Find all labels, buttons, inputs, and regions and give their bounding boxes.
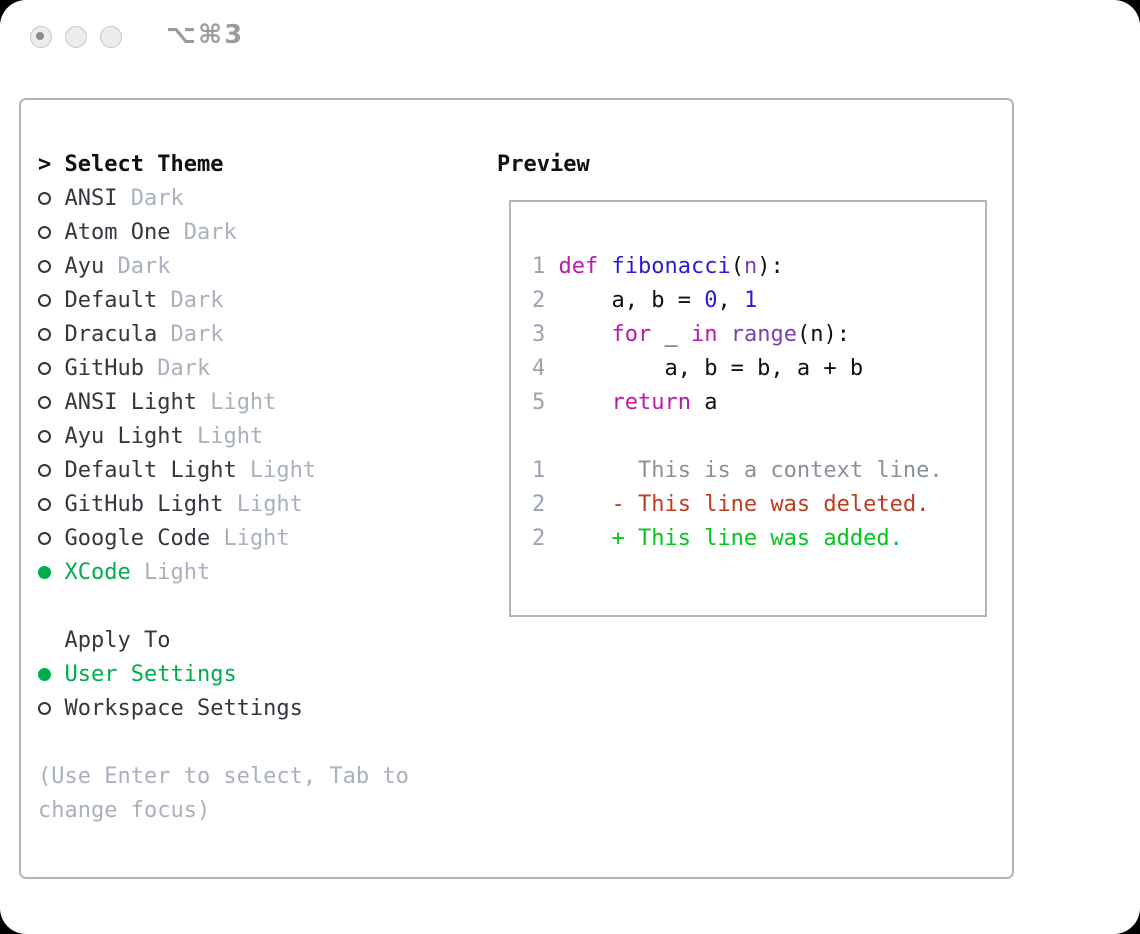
radio-icon	[38, 522, 65, 556]
radio-icon	[38, 556, 65, 590]
titlebar	[30, 26, 122, 48]
apply-option[interactable]: Workspace Settings	[38, 692, 409, 726]
theme-option[interactable]: Default Light Light	[38, 454, 409, 488]
theme-option[interactable]: Atom One Dark	[38, 216, 409, 250]
help-text: change focus)	[38, 798, 211, 823]
window-button-zoom[interactable]	[100, 26, 122, 48]
diff-line: 1 This is a context line.	[532, 458, 943, 483]
diff-line: 2 - This line was deleted.	[532, 492, 930, 517]
code-line: 5 return a	[532, 390, 718, 415]
spacer-row	[532, 420, 943, 454]
theme-option[interactable]: Google Code Light	[38, 522, 409, 556]
code-line: 4 a, b = b, a + b	[532, 356, 864, 381]
code-line: 3 for _ in range(n):	[532, 322, 850, 347]
theme-option[interactable]: Default Dark	[38, 284, 409, 318]
theme-option[interactable]: Ayu Light Light	[38, 420, 409, 454]
theme-option[interactable]: XCode Light	[38, 556, 409, 590]
theme-option[interactable]: ANSI Light Light	[38, 386, 409, 420]
window-button-close[interactable]	[30, 26, 52, 48]
code-preview	[532, 250, 943, 556]
window-button-minimize[interactable]	[65, 26, 87, 48]
spacer-row	[38, 590, 409, 624]
theme-option[interactable]: Ayu Dark	[38, 250, 409, 284]
code-line: 2 a, b = 0, 1	[532, 288, 758, 313]
theme-option[interactable]: GitHub Dark	[38, 352, 409, 386]
diff-line: 2 + This line was added.	[532, 526, 903, 551]
keyboard-shortcut-label: ⌥⌘3	[166, 20, 245, 50]
theme-option[interactable]: ANSI Dark	[38, 182, 409, 216]
radio-icon	[38, 250, 65, 284]
theme-option[interactable]: GitHub Light Light	[38, 488, 409, 522]
spacer-row	[38, 726, 409, 760]
preview-box	[509, 200, 987, 617]
help-text: (Use Enter to select, Tab to	[38, 764, 409, 789]
code-line: 1 def fibonacci(n):	[532, 254, 784, 279]
theme-list	[38, 148, 409, 828]
radio-icon	[38, 454, 65, 488]
apply-option[interactable]: User Settings	[38, 658, 409, 692]
radio-icon	[38, 386, 65, 420]
theme-list-title: > Select Theme	[38, 148, 409, 182]
theme-option[interactable]: Dracula Dark	[38, 318, 409, 352]
theme-selector-panel	[19, 98, 1014, 879]
radio-icon	[38, 692, 65, 726]
radio-icon	[38, 658, 65, 692]
radio-icon	[38, 182, 65, 216]
radio-icon	[38, 420, 65, 454]
radio-icon	[38, 284, 65, 318]
radio-icon	[38, 488, 65, 522]
radio-icon	[38, 352, 65, 386]
prompt-icon: >	[38, 152, 52, 177]
preview-title: Preview	[497, 152, 590, 177]
radio-icon	[38, 216, 65, 250]
radio-icon	[38, 318, 65, 352]
apply-to-title: Apply To	[64, 628, 171, 653]
